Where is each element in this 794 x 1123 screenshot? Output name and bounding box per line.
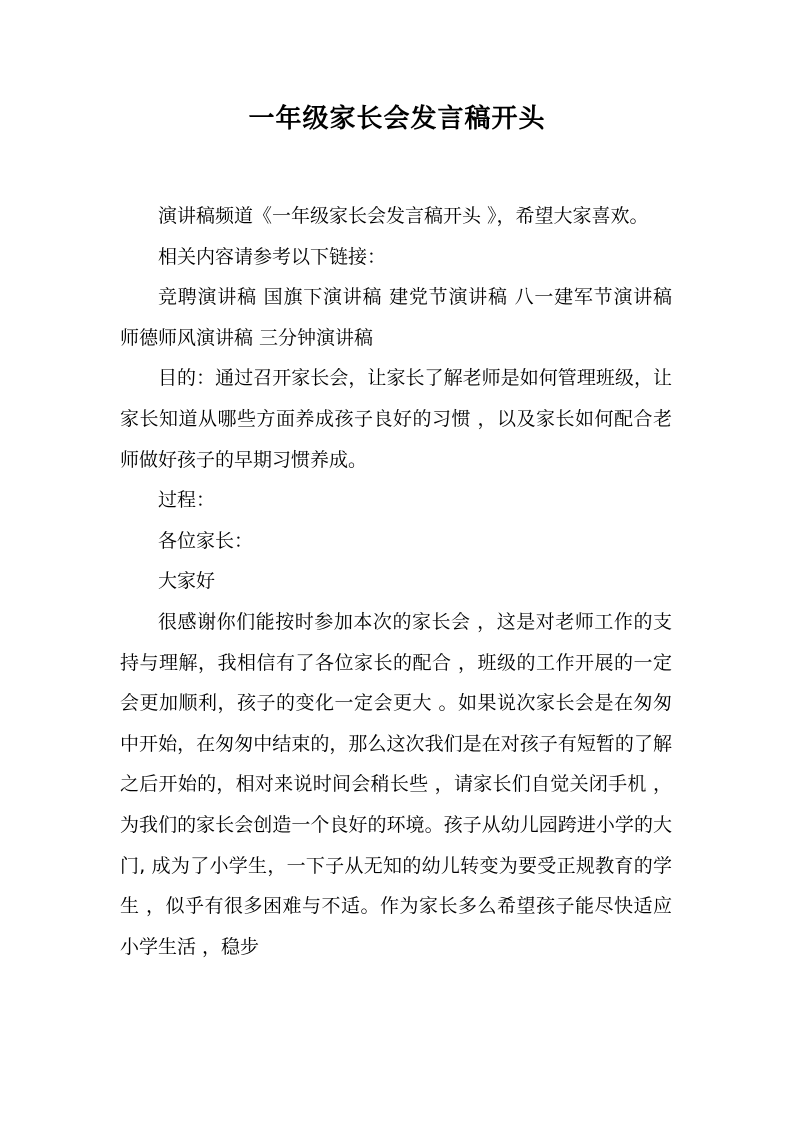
paragraph-greeting: 大家好 xyxy=(158,570,216,593)
paragraph-purpose: 目的：通过召开家长会，让家长了解老师是如何管理班级，让家长知道从哪些方面养成孩子良好的习惯 ，以及家长如何配合老师做好孩子的早期习惯养成。 xyxy=(120,367,672,471)
paragraph-main-speech: 很感谢你们能按时参加本次的家长会 ，这是对老师工作的支持与理解，我相信有了各位家长的配合 ，班级的工作开展的一定会更加顺利，孩子的变化一定会更大 。如果说次家长会是在匆匆中开始，在匆匆中结束的，那么这次我们是在对孩子有短暂的了解之后开始的，相对来说时间会稍长些 ，请家长们自觉关闭手机 ，为我们的家长会创造一个良好的环境。孩子从幼儿园跨进小学的大门, 成为了小学生，一下子从无知的幼儿转变为要受正规教育的学生 ，似乎有很多困难与不适。作为家长多么希望孩子能尽快适应小学生活 ，稳步 xyxy=(120,610,672,958)
paragraph-process: 过程： xyxy=(158,489,216,512)
paragraph-intro: 演讲稿频道《一年级家长会发言稿开头 》，希望大家喜欢。 xyxy=(158,205,649,227)
document-title: 一年级家长会发言稿开头 xyxy=(248,104,546,134)
paragraph-related-links: 竞聘演讲稿 国旗下演讲稿 建党节演讲稿 八一建军节演讲稿 师德师风演讲稿 三分钟演讲稿 xyxy=(120,286,672,349)
document-body xyxy=(120,196,672,967)
paragraph-links-heading: 相关内容请参考以下链接： xyxy=(158,245,387,268)
paragraph-salutation: 各位家长： xyxy=(158,529,254,552)
